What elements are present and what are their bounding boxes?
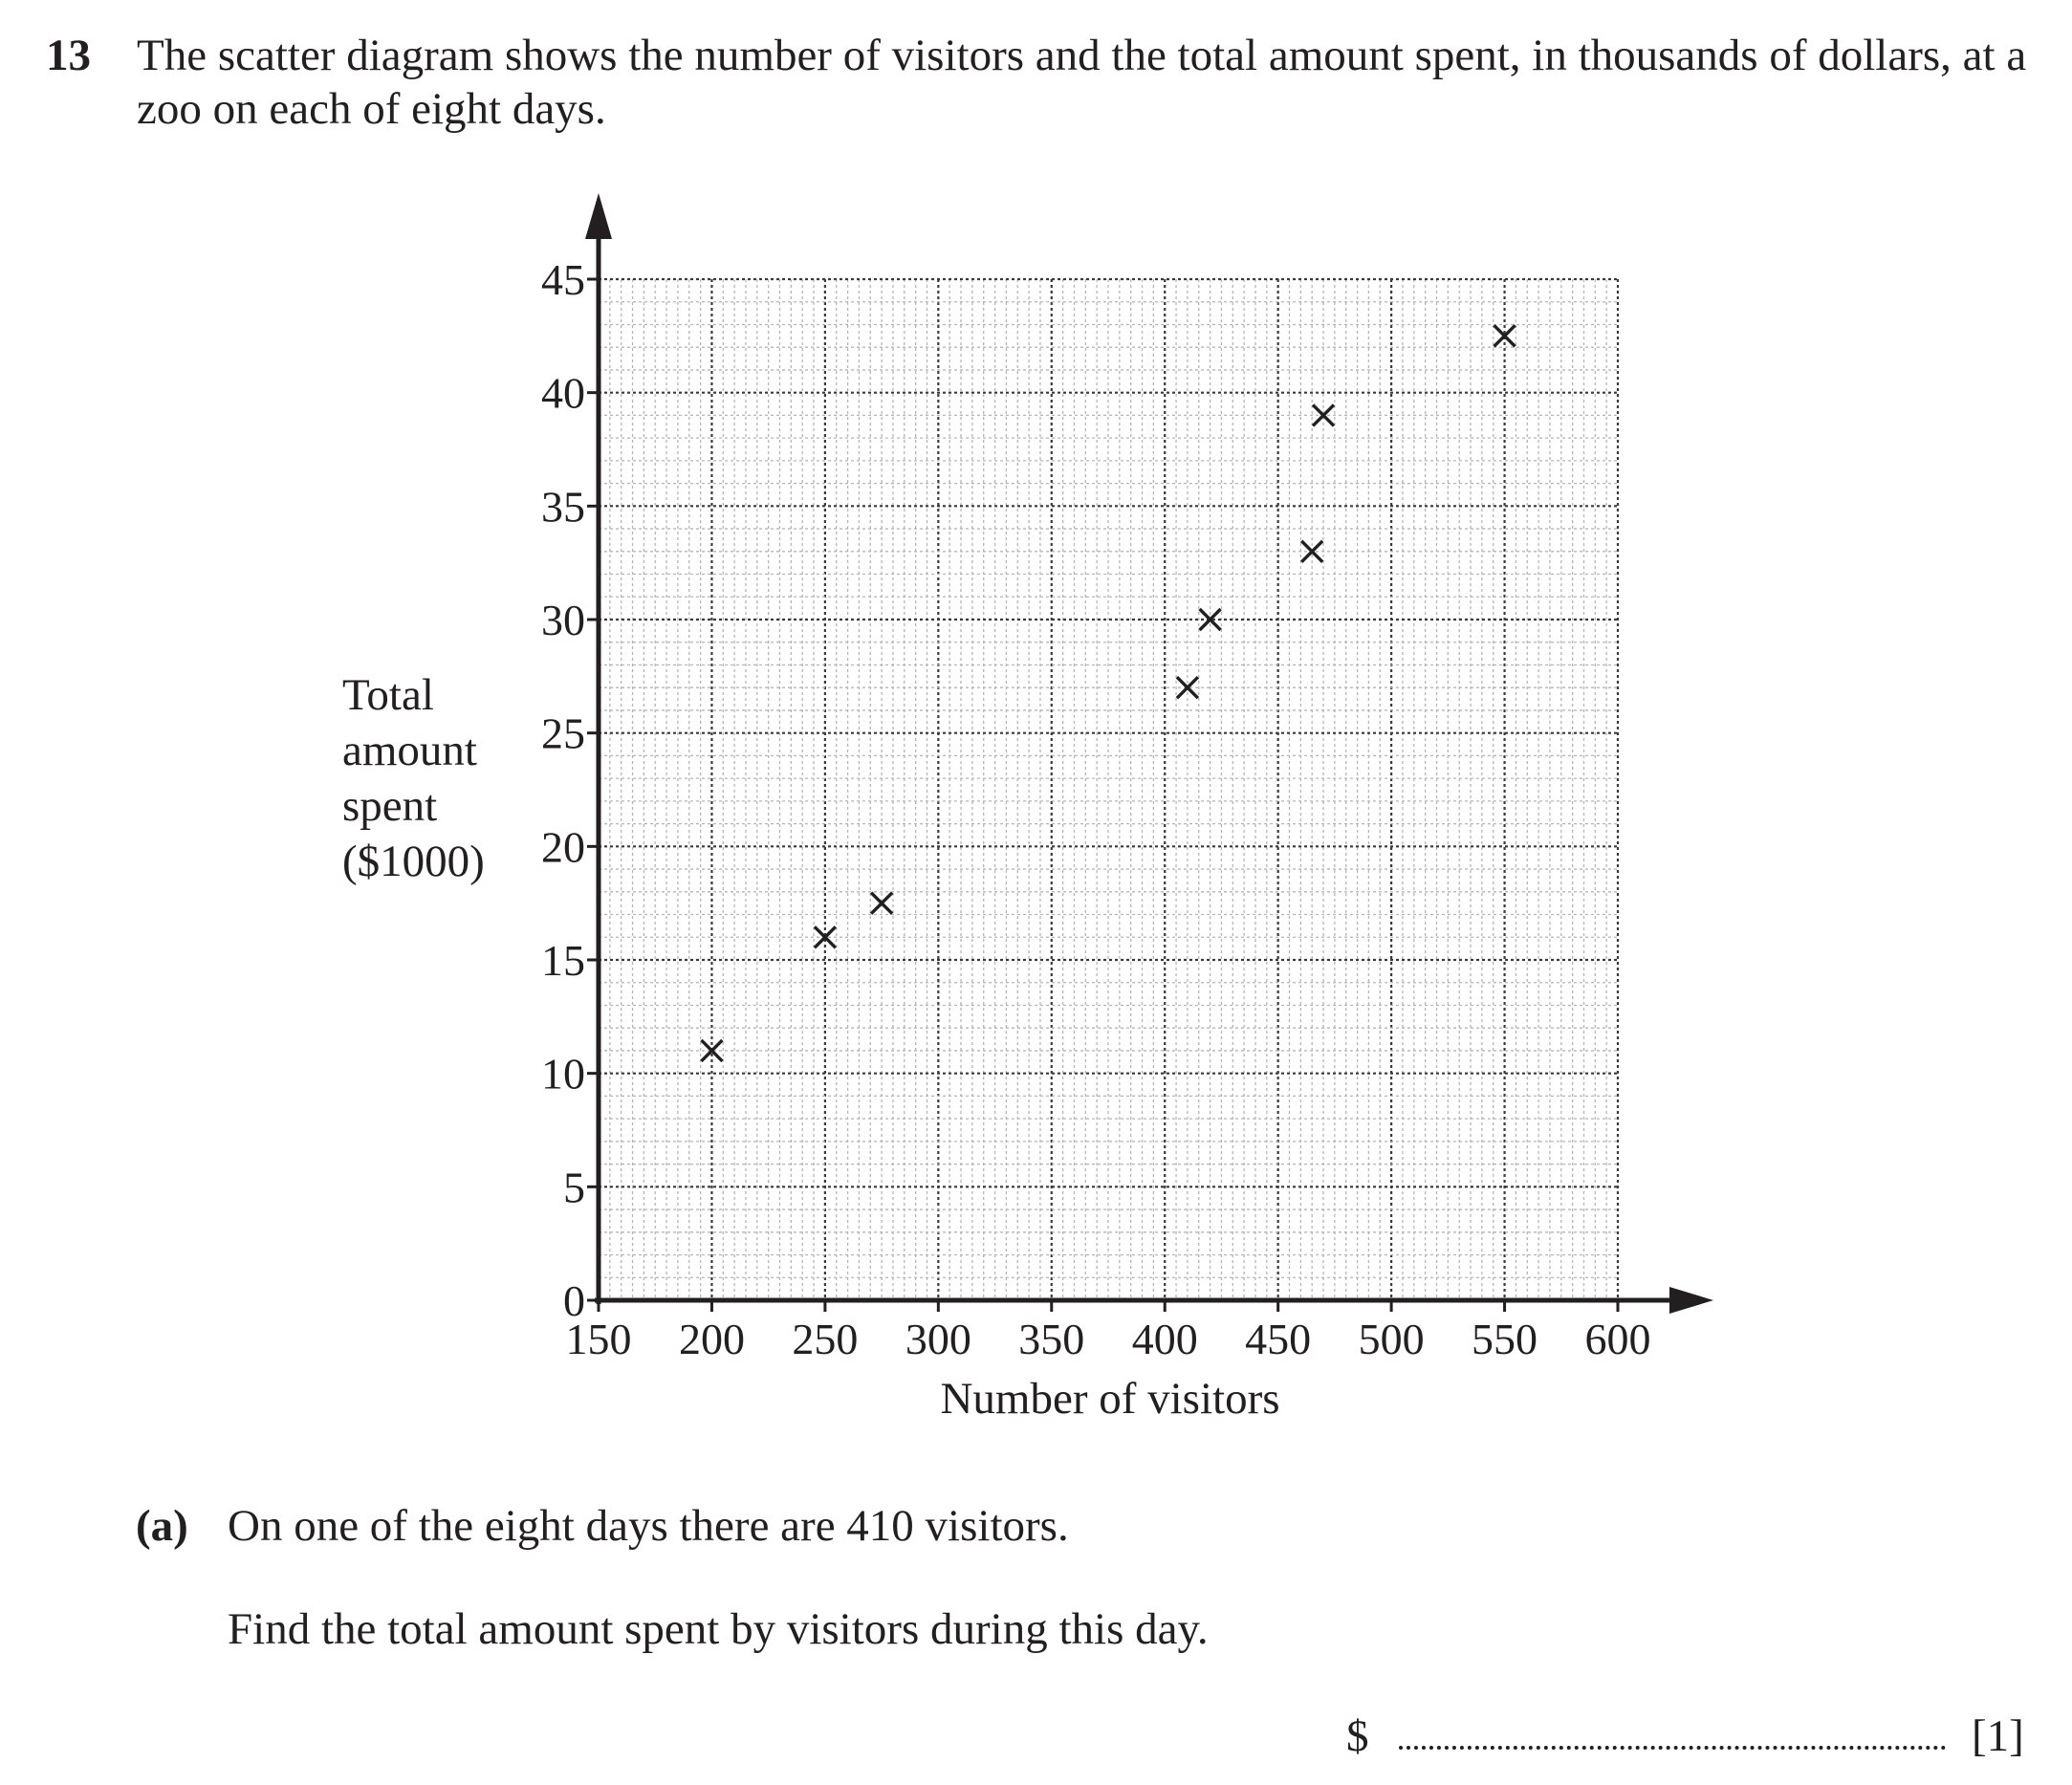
- x-tick-label: 450: [1245, 1315, 1312, 1363]
- y-axis-arrowhead: [585, 193, 612, 239]
- y-tick-label: 35: [541, 482, 585, 532]
- y-tick-label: 5: [563, 1163, 585, 1212]
- y-axis-title-line: Total: [342, 670, 434, 720]
- x-axis-title: Number of visitors: [940, 1374, 1280, 1424]
- x-tick-label: 150: [565, 1315, 632, 1363]
- y-tick-label: 25: [541, 708, 585, 758]
- grid: [599, 279, 1618, 1300]
- y-tick-label: 45: [541, 255, 585, 304]
- x-tick-label: 600: [1584, 1315, 1651, 1363]
- part-a-label: (a): [136, 1501, 188, 1551]
- x-tick-label: 200: [678, 1315, 745, 1363]
- y-tick-label: 20: [541, 822, 585, 872]
- y-tick-label: 0: [563, 1276, 585, 1325]
- x-tick-label: 400: [1131, 1315, 1198, 1363]
- tick-labels: [541, 255, 1651, 1363]
- part-a-question-line2: Find the total amount spent by visitors during this day.: [228, 1604, 1209, 1654]
- x-tick-label: 350: [1018, 1315, 1085, 1363]
- y-axis-title-line: spent: [342, 781, 438, 831]
- y-tick-label: 30: [541, 596, 585, 644]
- x-tick-label: 550: [1472, 1315, 1538, 1363]
- axes: [585, 193, 1713, 1314]
- y-tick-label: 10: [541, 1049, 585, 1099]
- y-tick-label: 15: [541, 936, 585, 985]
- question-stem: The scatter diagram shows the number of visitors and the total amount spent, in thousands of dollars, at a zoo on each of eight days.: [137, 31, 2027, 134]
- part-a-question-line1: On one of the eight days there are 410 visitors.: [228, 1501, 1069, 1551]
- x-tick-label: 300: [905, 1315, 971, 1363]
- y-axis-title: [342, 670, 485, 886]
- y-axis-title-line: amount: [342, 726, 477, 775]
- tick-marks: [587, 279, 1618, 1312]
- question-number: 13: [46, 31, 91, 80]
- answer-currency-symbol: $: [1346, 1711, 1369, 1761]
- y-axis-title-line: ($1000): [342, 837, 485, 886]
- x-tick-label: 500: [1358, 1315, 1425, 1363]
- marks-indicator: [1]: [1972, 1711, 2024, 1761]
- y-tick-label: 40: [541, 368, 585, 418]
- x-tick-label: 250: [792, 1315, 859, 1363]
- answer-line[interactable]: [1399, 1746, 1946, 1750]
- x-axis-arrowhead: [1669, 1287, 1713, 1314]
